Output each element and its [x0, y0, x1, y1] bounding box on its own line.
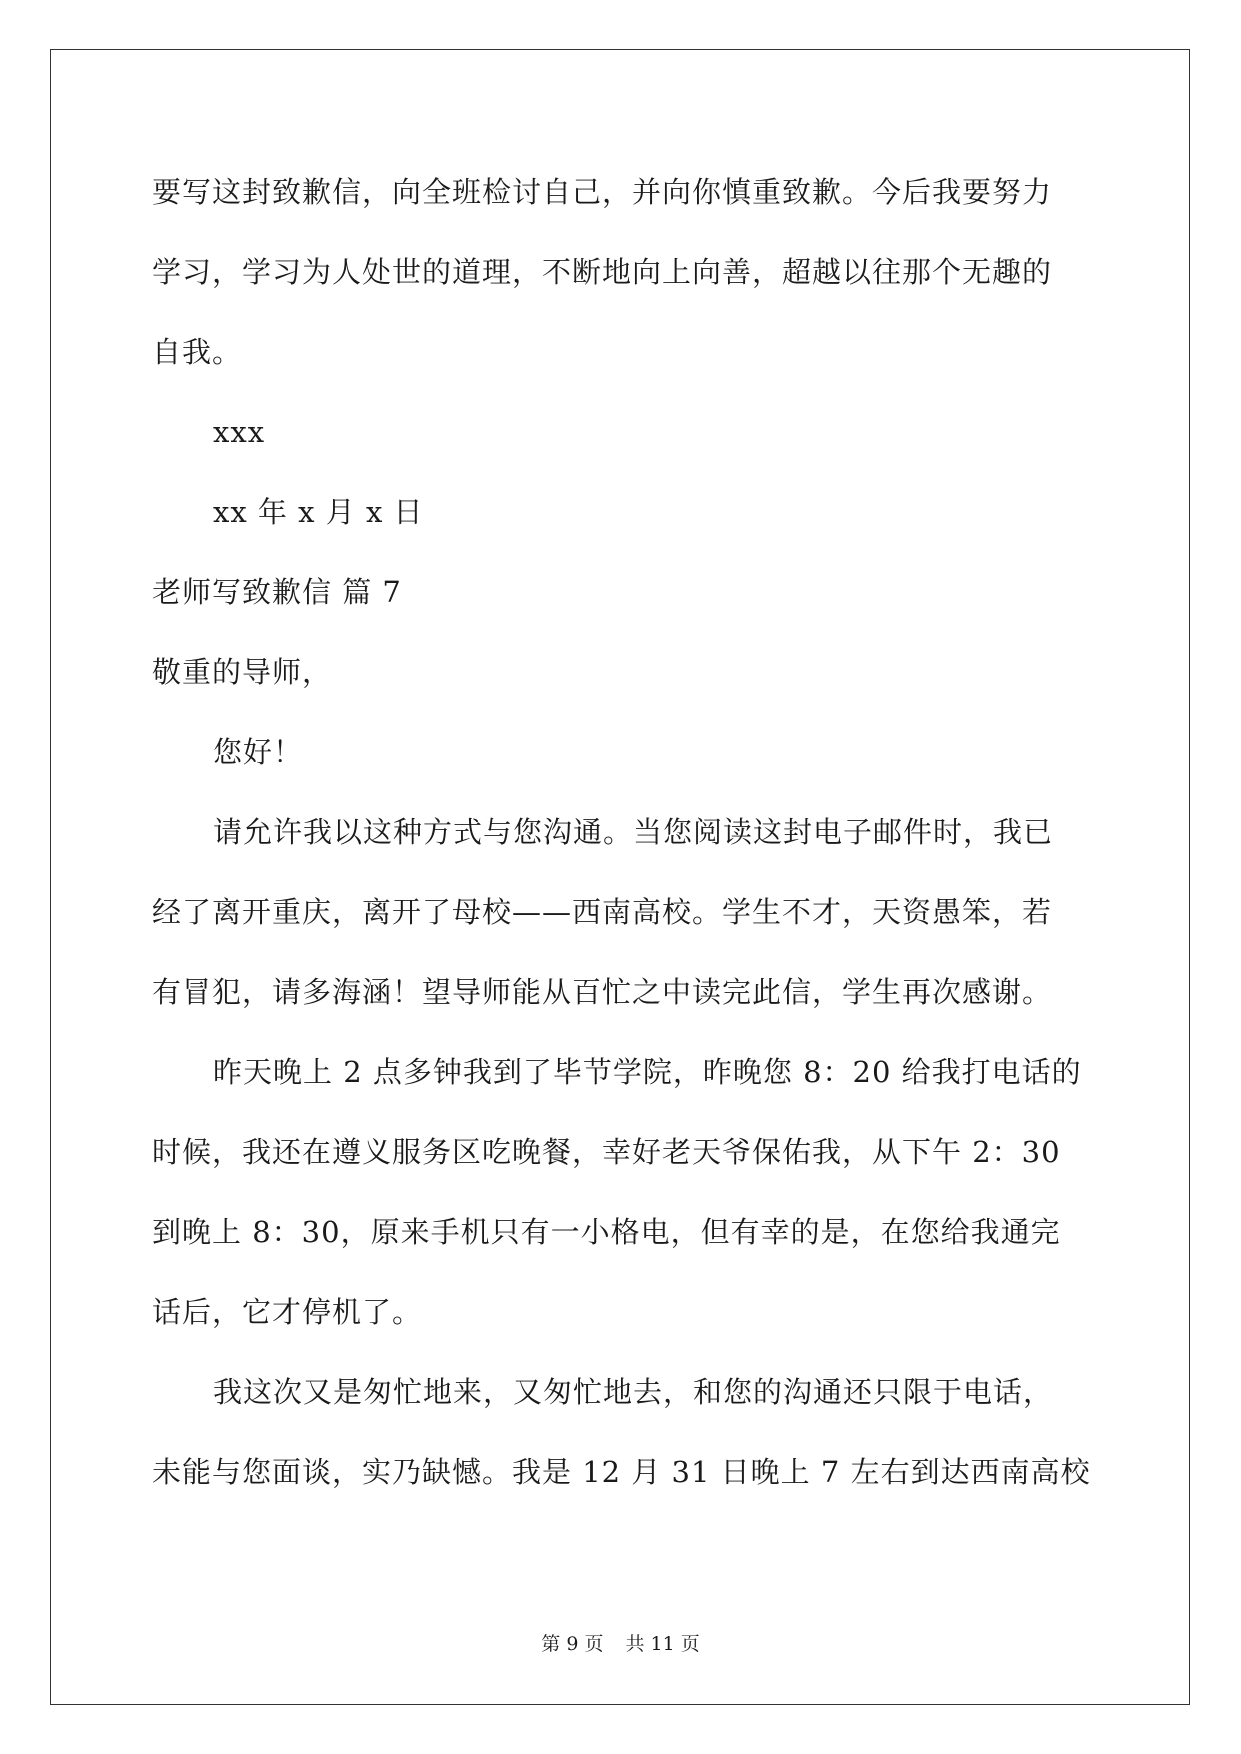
signature-name: xxx [213, 415, 266, 449]
body-line: 到晚上 8：30，原来手机只有一小格电，但有幸的是，在您给我通完 [152, 1215, 1061, 1249]
body-line: 话后，它才停机了。 [152, 1295, 423, 1329]
body-line: 昨天晚上 2 点多钟我到了毕节学院，昨晚您 8：20 给我打电话的 [213, 1055, 1082, 1089]
body-line: 经了离开重庆，离开了母校——西南高校。学生不才，天资愚笨，若 [152, 895, 1053, 929]
body-line: 时候，我还在遵义服务区吃晚餐，幸好老天爷保佑我，从下午 2：30 [152, 1135, 1061, 1169]
section-heading: 老师写致歉信 篇 7 [152, 575, 402, 609]
body-line: 我这次又是匆忙地来，又匆忙地去，和您的沟通还只限于电话， [213, 1375, 1054, 1409]
salutation: 敬重的导师， [152, 655, 333, 689]
page-number: 第 9 页 [541, 1633, 604, 1655]
body-line: 有冒犯，请多海涵！望导师能从百忙之中读完此信，学生再次感谢。 [152, 975, 1053, 1009]
body-line: 请允许我以这种方式与您沟通。当您阅读这封电子邮件时，我已 [213, 815, 1054, 849]
page-total: 共 11 页 [625, 1633, 700, 1655]
signature-date: xx 年 x 月 x 日 [213, 495, 424, 529]
greeting: 您好！ [213, 735, 304, 769]
body-line: 学习，学习为人处世的道理，不断地向上向善，超越以往那个无趣的 [152, 255, 1053, 289]
body-line: 未能与您面谈，实乃缺憾。我是 12 月 31 日晚上 7 左右到达西南高校 [152, 1455, 1091, 1489]
body-line: 自我。 [152, 335, 243, 369]
page-footer [0, 1632, 1241, 1656]
body-line: 要写这封致歉信，向全班检讨自己，并向你慎重致歉。今后我要努力 [152, 175, 1053, 209]
